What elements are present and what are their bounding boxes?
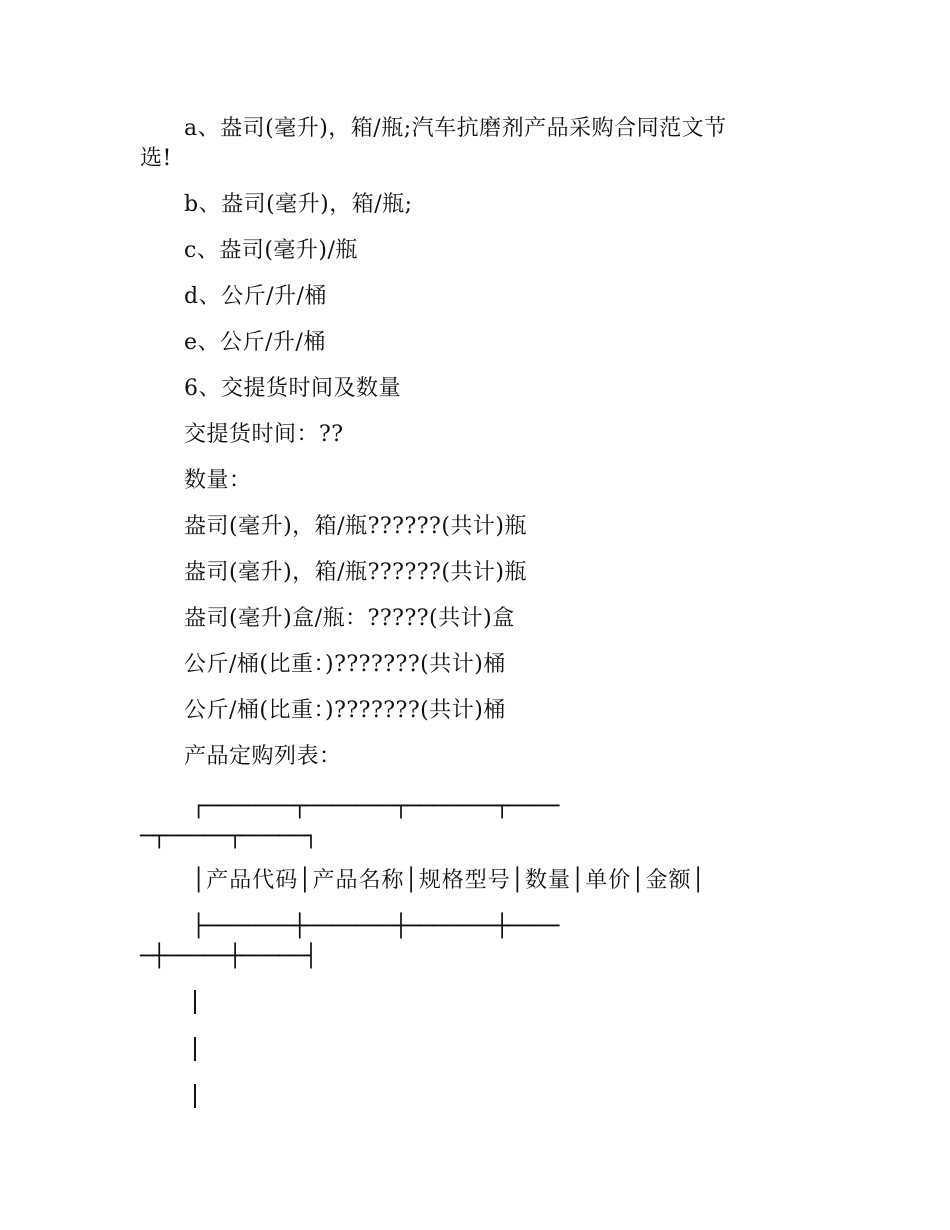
quantity-line-2: 盎司(毫升)，箱/瓶??????(共计)瓶 [184, 560, 528, 585]
quantity-line-5: 公斤/桶(比重：)???????(共计)桶 [184, 698, 506, 723]
table-row-border [194, 990, 196, 1014]
quantity-label: 数量： [184, 468, 252, 493]
quantity-line-4: 公斤/桶(比重：)???????(共计)桶 [184, 652, 506, 677]
table-mid-rule-2: ─┼─────┼─────┤ [140, 944, 318, 969]
delivery-time: 交提货时间：?? [184, 422, 344, 447]
quantity-line-1: 盎司(毫升)，箱/瓶??????(共计)瓶 [184, 514, 528, 539]
table-row-border [194, 1084, 196, 1108]
paragraph-b: b、盎司(毫升)，箱/瓶; [184, 192, 413, 217]
paragraph-e: e、公斤/升/桶 [184, 330, 326, 355]
table-mid-rule-1: ├───────┼───────┼───────┼──── [192, 914, 559, 939]
paragraph-d: d、公斤/升/桶 [184, 284, 327, 309]
paragraph-c: c、盎司(毫升)/瓶 [184, 238, 358, 263]
paragraph-a-line2: 选! [140, 146, 172, 171]
quantity-line-3: 盎司(毫升)盒/瓶：?????(共计)盒 [184, 606, 515, 631]
table-header-row: │产品代码│产品名称│规格型号│数量│单价│金额│ [192, 868, 706, 893]
paragraph-a-line1: a、盎司(毫升)，箱/瓶;汽车抗磨剂产品采购合同范文节 [184, 116, 727, 141]
table-top-rule-2: ─┬─────┬─────┐ [140, 824, 318, 849]
order-list-title: 产品定购列表： [184, 744, 342, 769]
table-row-border [194, 1037, 196, 1061]
section-6-heading: 6、交提货时间及数量 [184, 376, 401, 401]
table-top-rule-1: ┌───────┬───────┬───────┬──── [192, 794, 559, 819]
